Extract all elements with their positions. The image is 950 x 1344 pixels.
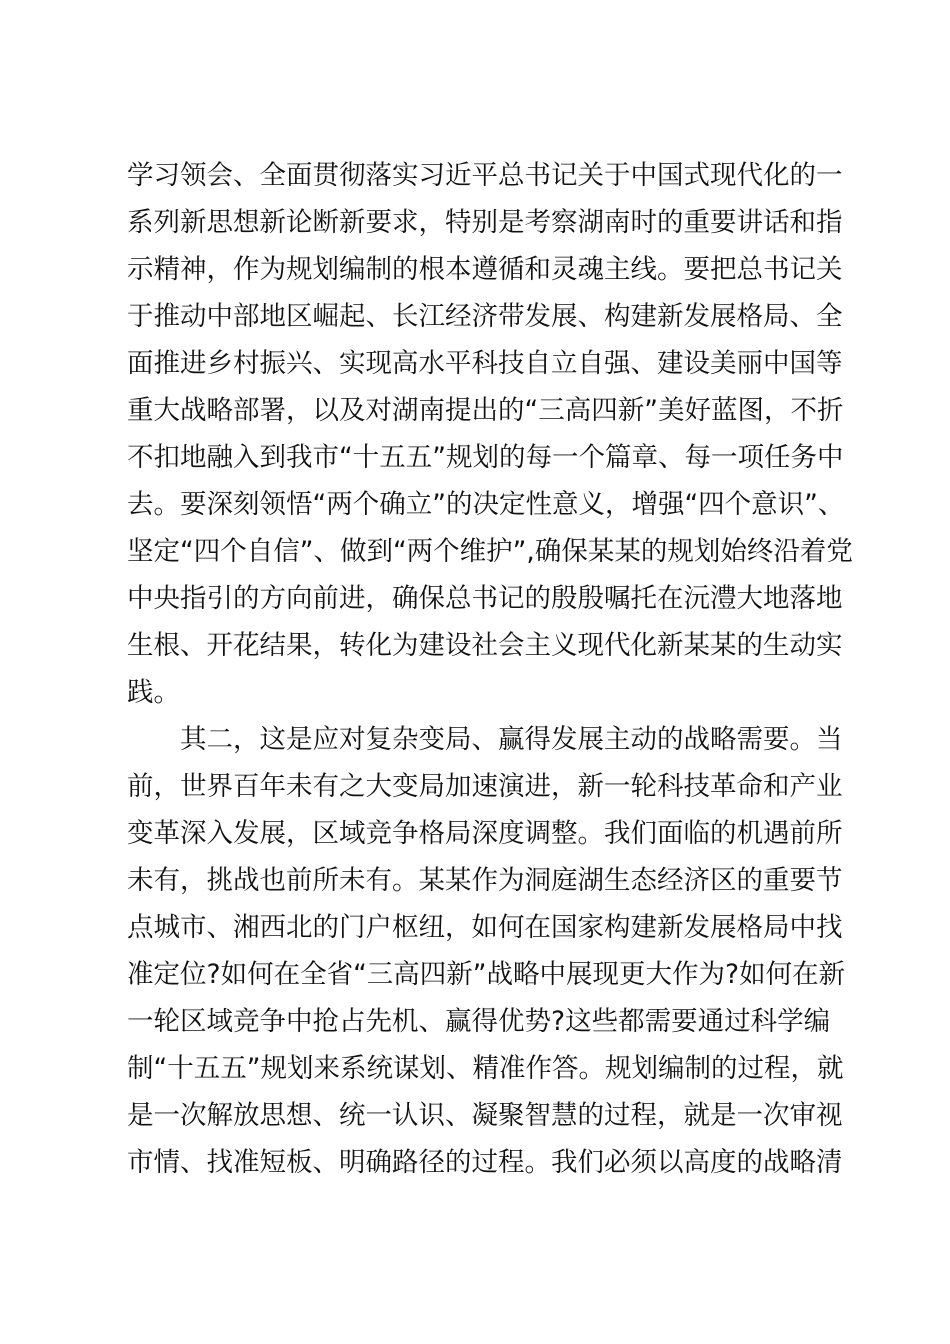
text-line: 点城市、湘西北的门户枢纽，如何在国家构建新发展格局中找 [127, 912, 843, 943]
text-line: 一轮区域竞争中抢占先机、赢得优势?这些都需要通过科学编 [127, 1006, 831, 1037]
text-line: 系列新思想新论断新要求，特别是考察湖南时的重要讲话和指 [127, 207, 843, 238]
text-line: 面推进乡村振兴、实现高水平科技自立自强、建设美丽中国等 [127, 348, 843, 379]
text-line: 制“十五五”规划来系统谋划、精准作答。规划编制的过程，就 [127, 1053, 844, 1084]
text-line: 去。要深刻领悟“两个确立”的决定性意义，增强“四个意识”、 [127, 489, 845, 520]
text-line: 学习领会、全面贯彻落实习近平总书记关于中国式现代化的一 [127, 160, 843, 191]
text-line: 准定位?如何在全省“三高四新”战略中展现更大作为?如何在新 [127, 959, 846, 990]
text-line: 生根、开花结果，转化为建设社会主义现代化新某某的生动实 [127, 630, 843, 661]
text-line: 市情、找准短板、明确路径的过程。我们必须以高度的战略清 [127, 1147, 843, 1178]
text-line: 重大战略部署，以及对湖南提出的“三高四新”美好蓝图，不折 [127, 395, 844, 426]
body-text [127, 152, 853, 1186]
paragraph-1 [127, 152, 853, 716]
text-line: 变革深入发展，区域竞争格局深度调整。我们面临的机遇前所 [127, 818, 843, 849]
text-line: 未有，挑战也前所未有。某某作为洞庭湖生态经济区的重要节 [127, 865, 843, 896]
text-line: 前，世界百年未有之大变局加速演进，新一轮科技革命和产业 [127, 771, 843, 802]
text-line: 坚定“四个自信”、做到“两个维护”,确保某某的规划始终沿着党 [127, 536, 853, 567]
text-line: 示精神，作为规划编制的根本遵循和灵魂主线。要把总书记关 [127, 254, 843, 285]
text-line: 不扣地融入到我市“十五五”规划的每一个篇章、每一项任务中 [127, 442, 844, 473]
text-line: 是一次解放思想、统一认识、凝聚智慧的过程，就是一次审视 [127, 1100, 843, 1131]
paragraph-2 [127, 716, 846, 1186]
text-line: 践。 [127, 677, 180, 708]
text-line: 其二，这是应对复杂变局、赢得发展主动的战略需要。当 [180, 724, 843, 755]
text-line: 于推动中部地区崛起、长江经济带发展、构建新发展格局、全 [127, 301, 843, 332]
text-line: 中央指引的方向前进，确保总书记的殷殷嘱托在沅澧大地落地 [127, 583, 843, 614]
